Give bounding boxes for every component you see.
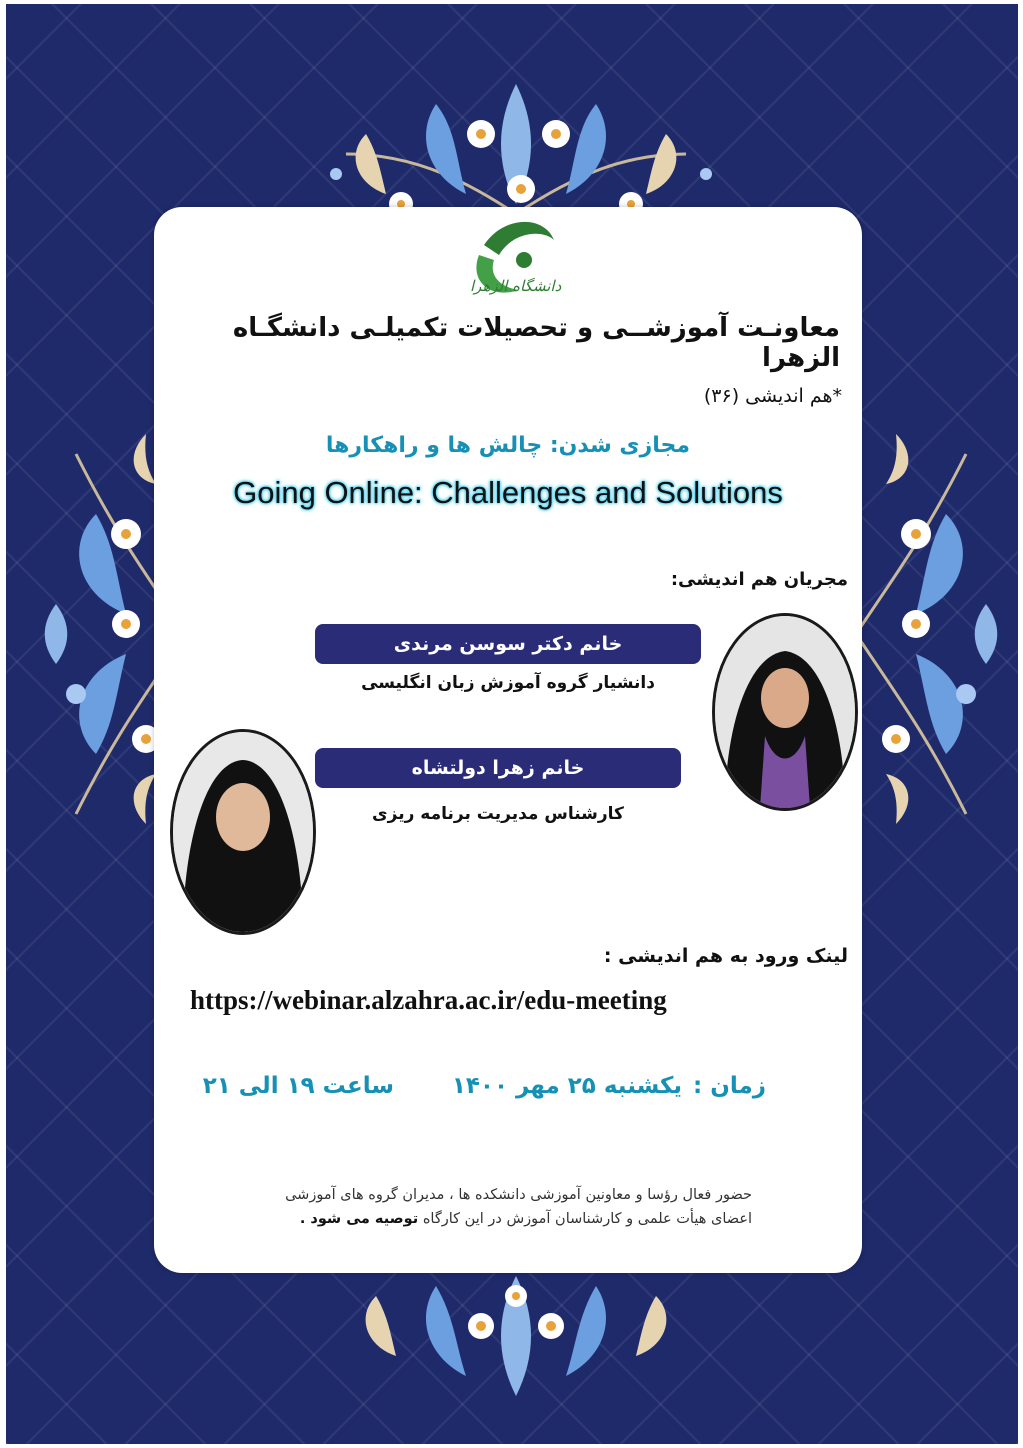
topic-english: Going Online: Challenges and Solutions <box>233 475 783 510</box>
avatar-portrait-icon <box>173 732 313 932</box>
content-card <box>154 207 862 1273</box>
page-title: معاونـت آموزشــی و تحصیلات تکمیلـی دانشگـاه الزهرا <box>232 313 840 373</box>
avatar-portrait-icon <box>715 616 855 808</box>
attendance-note <box>232 1183 752 1231</box>
link-heading: لینک ورود به هم اندیشی : <box>603 945 848 967</box>
logo-wordmark: دانشگاه الزهرا <box>470 277 562 295</box>
hosts-heading: مجریان هم اندیشی: <box>670 569 848 590</box>
alzahra-logo-icon <box>444 215 574 310</box>
meeting-link[interactable]: https://webinar.alzahra.ac.ir/edu-meeting <box>190 985 667 1015</box>
schedule-hours: ساعت ۱۹ الی ۲۱ <box>202 1073 394 1099</box>
topic-persian: مجازی شدن: چالش ها و راهکارها <box>325 433 690 458</box>
host-1-photo <box>712 613 858 811</box>
note-line-2-emphasis: توصیه می شود . <box>299 1211 419 1227</box>
top-floral-ornament <box>306 64 726 224</box>
host-1-name-badge: خانم دکتر سوسن مرندی <box>315 624 701 664</box>
schedule-date: یکشنبه ۲۵ مهر ۱۴۰۰ <box>451 1073 682 1099</box>
note-line-2-text: اعضای هیأت علمی و کارشناسان آموزش در این کارگاه <box>422 1211 752 1227</box>
host-2-name-badge: خانم زهرا دولتشاه <box>315 748 681 788</box>
schedule-label: زمان : <box>693 1073 766 1099</box>
host-1-role: دانشیار گروه آموزش زبان انگلیسی <box>361 673 655 693</box>
host-2-role: کارشناس مدیریت برنامه ریزی <box>372 804 624 824</box>
bottom-floral-ornament <box>336 1266 696 1406</box>
right-floral-ornament <box>846 424 1006 844</box>
note-line-1: حضور فعال رؤسا و معاونین آموزشی دانشکده ها ، مدیران گروه های آموزشی <box>285 1187 752 1203</box>
host-2-photo <box>170 729 316 935</box>
series-label: *هم اندیشی (۳۶) <box>703 385 842 407</box>
note-line-2 <box>232 1207 752 1231</box>
